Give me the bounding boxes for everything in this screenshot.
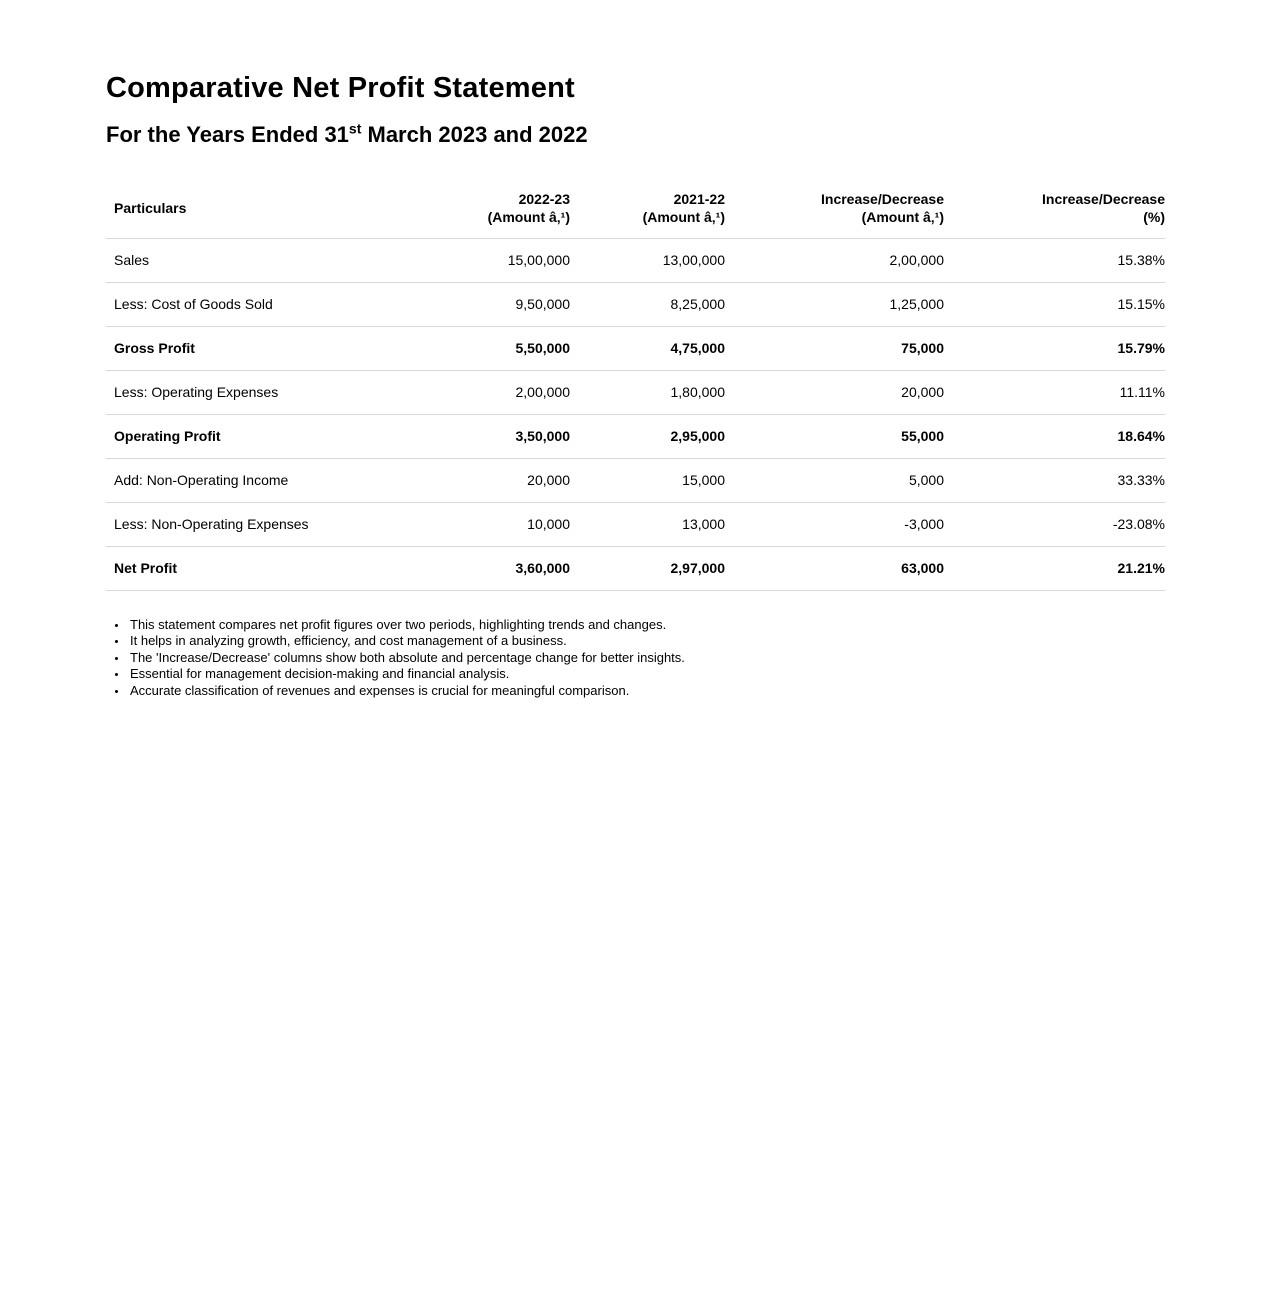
table-row-non-operating-expenses: [106, 502, 1165, 546]
subtitle-text-pre: For the Years Ended 31: [106, 122, 349, 148]
table-row-non-operating-income: [106, 458, 1165, 502]
cell-2021-22: 2,95,000: [570, 414, 725, 458]
table-body: [106, 238, 1165, 590]
note-item: • Essential for management decision-making and financial analysis.: [128, 666, 1165, 683]
column-header-line1: Particulars: [114, 199, 187, 216]
column-header-line1: Increase/Decrease: [1042, 190, 1165, 207]
row-label: Less: Operating Expenses: [106, 370, 356, 414]
cell-2021-22: 13,00,000: [570, 238, 725, 282]
cell-2022-23: 10,000: [356, 502, 570, 546]
cell-2021-22: 13,000: [570, 502, 725, 546]
cell-2021-22: 1,80,000: [570, 370, 725, 414]
table-row-sales: [106, 238, 1165, 282]
note-item: • It helps in analyzing growth, efficiency, and cost management of a business.: [128, 633, 1165, 650]
row-label: Operating Profit: [106, 414, 356, 458]
cell-change-amount: 5,000: [725, 458, 944, 502]
cell-change-percent: 21.21%: [944, 546, 1165, 590]
column-header-line1: 2021-22: [673, 190, 725, 207]
table-row-cost-of-goods-sold: [106, 282, 1165, 326]
row-label: Net Profit: [106, 546, 356, 590]
column-header-increase-decrease-percent: [944, 190, 1165, 239]
cell-2022-23: 5,50,000: [356, 326, 570, 370]
column-header-line2: (Amount â‚¹): [861, 208, 944, 225]
column-header-2022-23: [356, 190, 570, 239]
column-header-2021-22: [570, 190, 725, 239]
column-header-increase-decrease-amount: [725, 190, 944, 239]
column-header-line2: (Amount â‚¹): [642, 208, 725, 225]
cell-2022-23: 15,00,000: [356, 238, 570, 282]
cell-2022-23: 20,000: [356, 458, 570, 502]
column-header-line1: 2022-23: [518, 190, 570, 207]
cell-2022-23: 9,50,000: [356, 282, 570, 326]
cell-2021-22: 15,000: [570, 458, 725, 502]
column-header-line2: (%): [1143, 208, 1165, 225]
cell-2021-22: 2,97,000: [570, 546, 725, 590]
cell-2022-23: 3,50,000: [356, 414, 570, 458]
column-header-line1: Increase/Decrease: [821, 190, 944, 207]
cell-change-amount: 2,00,000: [725, 238, 944, 282]
cell-change-amount: 55,000: [725, 414, 944, 458]
cell-2022-23: 3,60,000: [356, 546, 570, 590]
table-header-row: [106, 190, 1165, 239]
row-label: Less: Non-Operating Expenses: [106, 502, 356, 546]
note-item: • Accurate classification of revenues and expenses is crucial for meaningful comparison.: [128, 683, 1165, 700]
row-label: Add: Non-Operating Income: [106, 458, 356, 502]
cell-change-percent: 18.64%: [944, 414, 1165, 458]
table-row-net-profit: [106, 546, 1165, 590]
cell-change-percent: 15.79%: [944, 326, 1165, 370]
cell-2022-23: 2,00,000: [356, 370, 570, 414]
cell-change-amount: 75,000: [725, 326, 944, 370]
cell-change-percent: 33.33%: [944, 458, 1165, 502]
cell-change-amount: 20,000: [725, 370, 944, 414]
cell-change-percent: 15.15%: [944, 282, 1165, 326]
notes-list: [106, 617, 1165, 700]
subtitle-text-post: March 2023 and 2022: [361, 122, 588, 148]
table-row-operating-expenses: [106, 370, 1165, 414]
note-item: • This statement compares net profit figures over two periods, highlighting trends and changes.: [128, 617, 1165, 634]
table-row-gross-profit: [106, 326, 1165, 370]
cell-2021-22: 4,75,000: [570, 326, 725, 370]
row-label: Gross Profit: [106, 326, 356, 370]
row-label: Sales: [106, 238, 356, 282]
cell-change-amount: 63,000: [725, 546, 944, 590]
cell-change-percent: -23.08%: [944, 502, 1165, 546]
table-row-operating-profit: [106, 414, 1165, 458]
comparative-statement-table: [106, 190, 1165, 591]
cell-change-percent: 15.38%: [944, 238, 1165, 282]
note-item: • The 'Increase/Decrease' columns show both absolute and percentage change for better insights.: [128, 650, 1165, 667]
cell-change-percent: 11.11%: [944, 370, 1165, 414]
cell-2021-22: 8,25,000: [570, 282, 725, 326]
page-subtitle: [106, 122, 1165, 148]
page-title: Comparative Net Profit Statement: [106, 72, 575, 104]
column-header-line2: (Amount â‚¹): [487, 208, 570, 225]
cell-change-amount: 1,25,000: [725, 282, 944, 326]
cell-change-amount: -3,000: [725, 502, 944, 546]
row-label: Less: Cost of Goods Sold: [106, 282, 356, 326]
column-header-particulars: [106, 190, 356, 239]
subtitle-superscript: st: [348, 121, 362, 138]
